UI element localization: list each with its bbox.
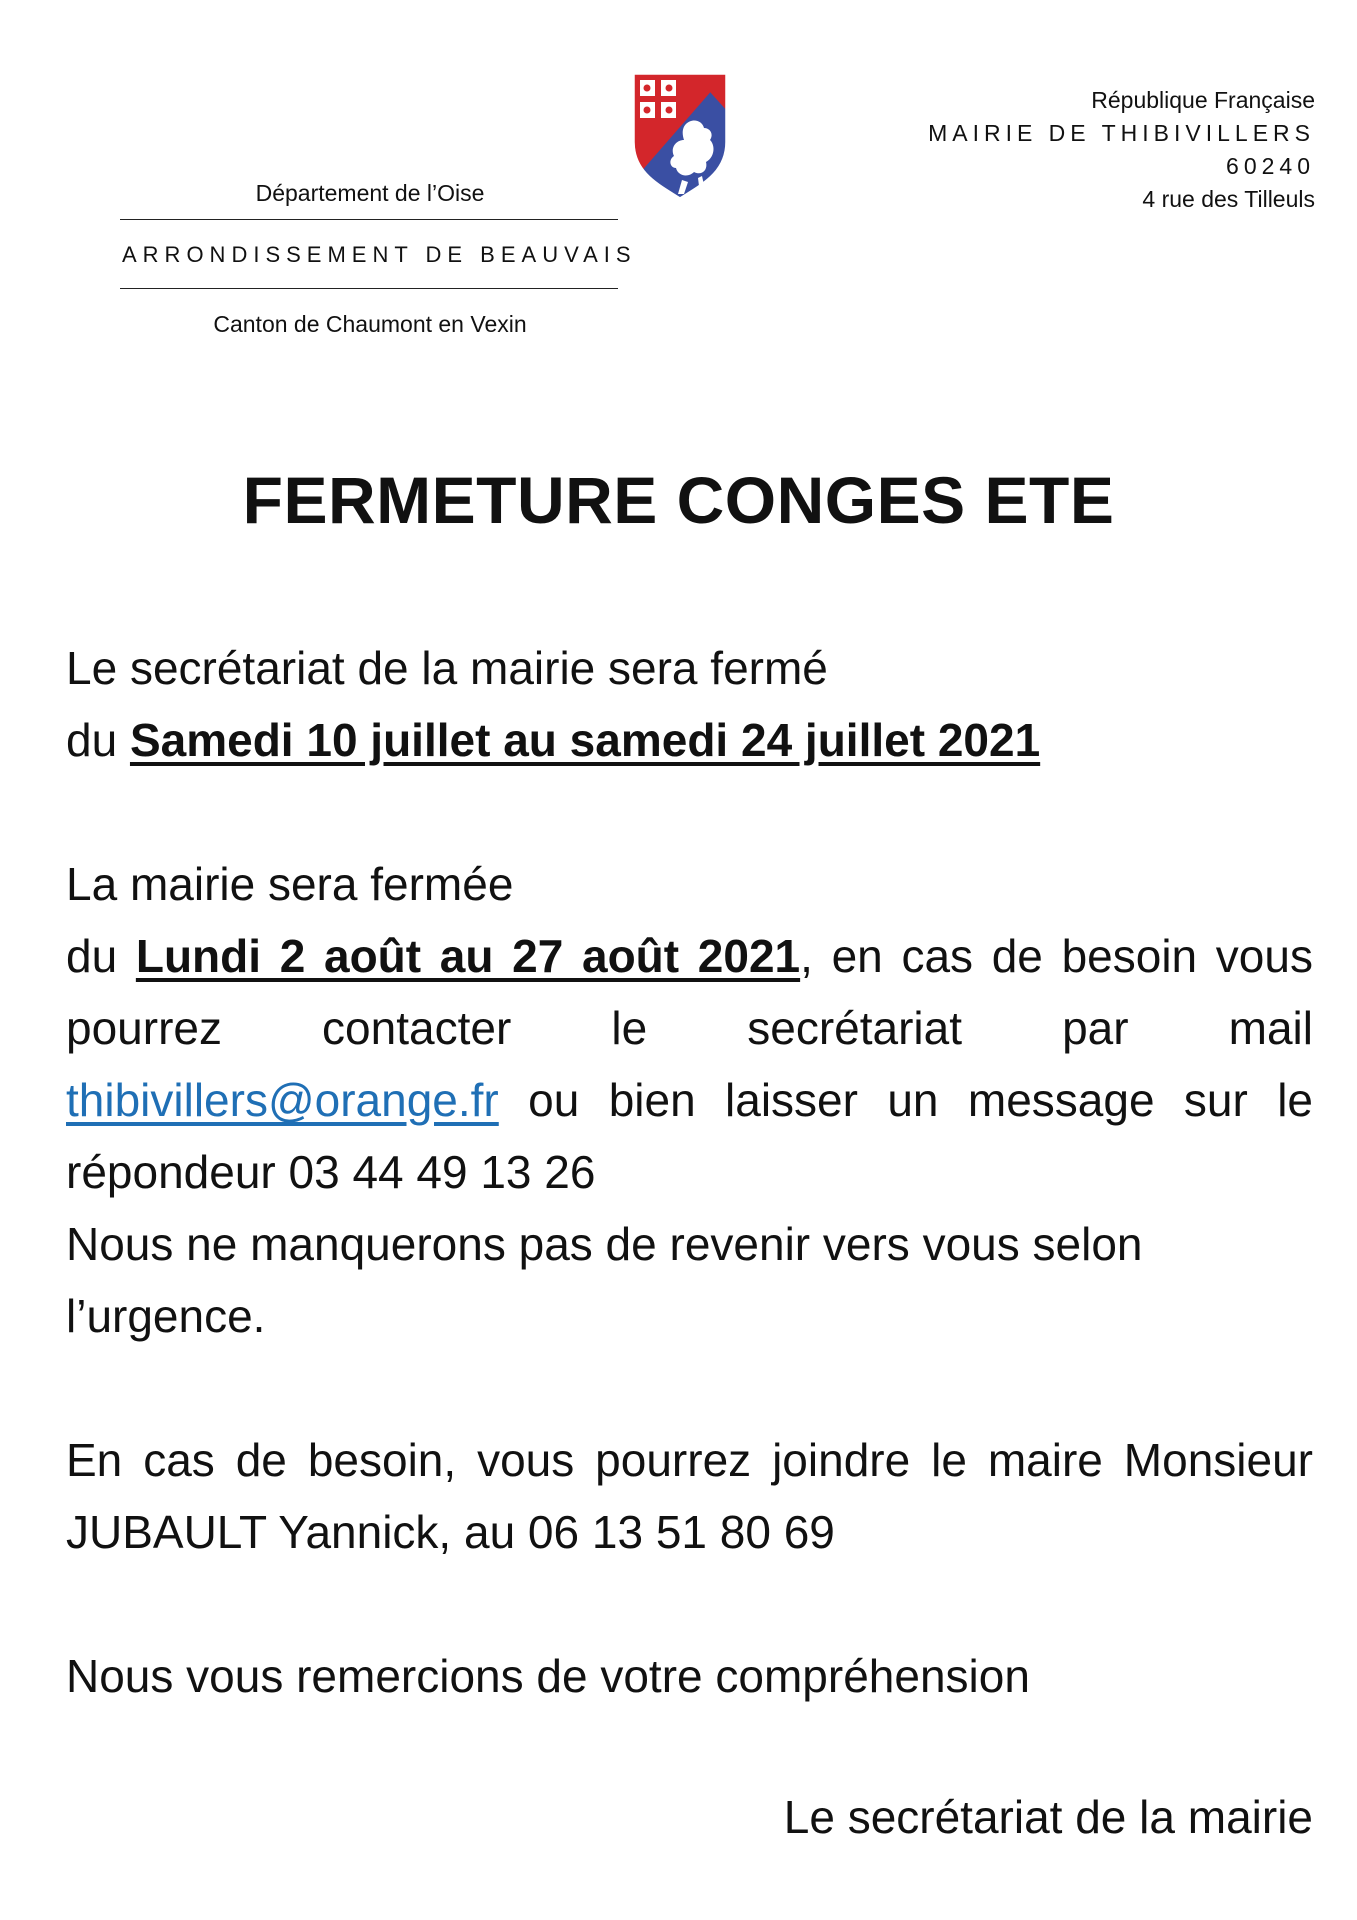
divider bbox=[120, 219, 618, 220]
secretariat-closure-dates-line bbox=[66, 704, 1313, 776]
thanks-paragraph bbox=[66, 1640, 1313, 1712]
arrondissement-label: ARRONDISSEMENT DE BEAUVAIS bbox=[122, 242, 637, 267]
postal-code: 60240 bbox=[1226, 153, 1315, 179]
canton-label: Canton de Chaumont en Vexin bbox=[213, 311, 527, 337]
address-label: 4 rue des Tilleuls bbox=[1142, 186, 1315, 212]
secretariat-closure-dates: Samedi 10 juillet au samedi 24 juillet 2021 bbox=[129, 714, 1041, 766]
header-left bbox=[120, 180, 680, 338]
mairie-closure-dates: Lundi 2 août au 27 août 2021 bbox=[135, 930, 801, 982]
voicemail-text: ou bien laisser un message sur le répondeur 03 44 49 13 26 bbox=[66, 1074, 1313, 1198]
mairie-closure-paragraph bbox=[66, 848, 1313, 1352]
signature: Le secrétariat de la mairie bbox=[783, 1791, 1313, 1843]
contact-text: , en cas de besoin vous pourrez contacter le secrétariat par mail bbox=[66, 930, 1313, 1054]
page-title: FERMETURE CONGES ETE bbox=[242, 463, 1115, 537]
republic-label: République Française bbox=[1091, 87, 1315, 113]
mayor-contact-text: En cas de besoin, vous pourrez joindre le maire Monsieur JUBAULT Yannick, au 06 13 51 80 69 bbox=[66, 1434, 1313, 1558]
divider bbox=[120, 288, 618, 289]
department-label: Département de l’Oise bbox=[255, 180, 485, 206]
mairie-closure-details bbox=[66, 920, 1313, 1208]
thanks-text: Nous vous remercions de votre compréhension bbox=[66, 1650, 1030, 1702]
header-right bbox=[928, 84, 1315, 216]
mayor-contact-paragraph bbox=[66, 1424, 1313, 1568]
dates-prefix: du bbox=[66, 930, 136, 982]
secretariat-closure-paragraph bbox=[66, 632, 1313, 776]
follow-up-line: Nous ne manquerons pas de revenir vers vous selon l’urgence. bbox=[66, 1218, 1143, 1342]
municipal-coat-of-arms-icon bbox=[632, 72, 728, 200]
dates-prefix: du bbox=[66, 714, 130, 766]
mairie-label: MAIRIE DE THIBIVILLERS bbox=[928, 120, 1315, 146]
secretariat-closure-line: Le secrétariat de la mairie sera fermé bbox=[66, 642, 828, 694]
mairie-closure-line: La mairie sera fermée bbox=[66, 858, 514, 910]
email-link[interactable]: thibivillers@orange.fr bbox=[66, 1074, 499, 1126]
